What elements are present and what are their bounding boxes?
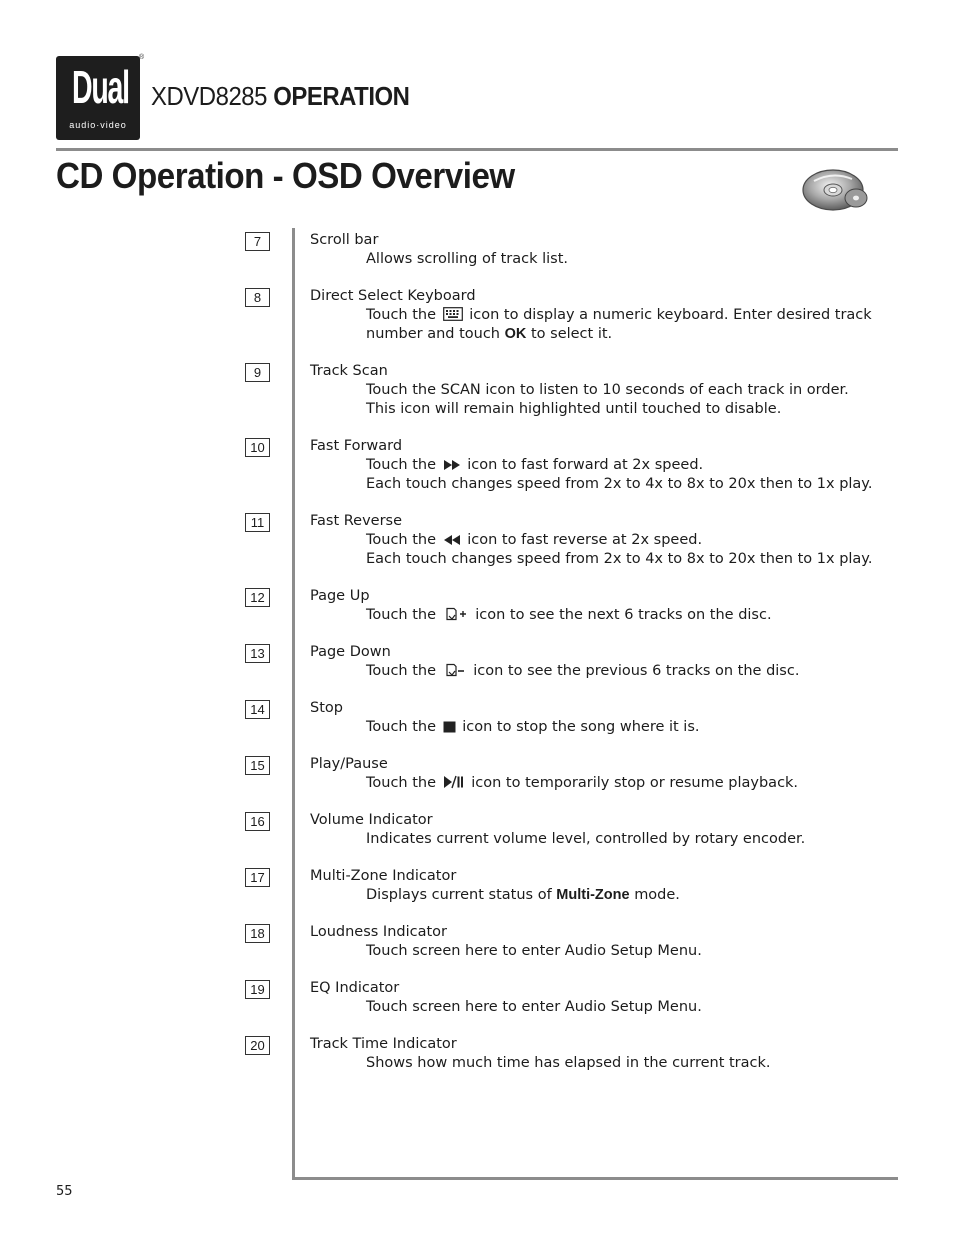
entry-title: Play/Pause	[310, 756, 388, 772]
entry-title: Track Scan	[310, 363, 388, 379]
entry-description	[366, 306, 886, 344]
entry-title: Scroll bar	[310, 232, 379, 248]
entry-description	[366, 886, 886, 905]
keyboard-icon	[443, 307, 463, 321]
item-number: 7	[245, 232, 270, 251]
page-title: CD Operation - OSD Overview	[56, 155, 515, 196]
text-fragment: Touch the	[366, 607, 437, 623]
description-line: Shows how much time has elapsed in the current track.	[366, 1055, 771, 1071]
item-number: 10	[245, 438, 270, 457]
entry-description	[366, 531, 886, 569]
item-number: 14	[245, 700, 270, 719]
text-fragment: Touch the	[366, 307, 437, 323]
text-fragment: icon to fast reverse at 2x speed.	[467, 532, 703, 548]
entry-description	[366, 774, 886, 793]
entry-title: Page Up	[310, 588, 370, 604]
item-number: 9	[245, 363, 270, 382]
text-fragment: icon to temporarily stop or resume playback.	[471, 775, 799, 791]
description-line	[366, 886, 886, 905]
entry-description	[366, 662, 886, 681]
text-fragment: Touch the	[366, 532, 437, 548]
item-number: 19	[245, 980, 270, 999]
text-fragment: Touch the	[366, 775, 437, 791]
entry-description	[366, 606, 886, 625]
entry-title: Track Time Indicator	[310, 1036, 457, 1052]
entry-title: Multi-Zone Indicator	[310, 868, 457, 884]
ok-label: OK	[504, 326, 527, 342]
description-line: Touch the SCAN icon to listen to 10 seconds of each track in order.	[366, 382, 849, 398]
description-line	[366, 325, 886, 344]
text-fragment: icon to see the next 6 tracks on the disc.	[475, 607, 772, 623]
fast-forward-icon	[443, 459, 461, 471]
item-number: 11	[245, 513, 270, 532]
logo-wordmark: Dual	[71, 61, 129, 113]
description-line	[366, 774, 886, 793]
multi-zone-label: Multi-Zone	[556, 887, 630, 903]
item-number: 13	[245, 644, 270, 663]
text-fragment: number and touch	[366, 326, 500, 342]
item-number: 17	[245, 868, 270, 887]
description-line	[366, 531, 886, 550]
entry-title: Loudness Indicator	[310, 924, 447, 940]
text-fragment: Touch the	[366, 457, 437, 473]
description-line: Each touch changes speed from 2x to 4x to 8x to 20x then to 1x play.	[366, 476, 873, 492]
description-line: Indicates current volume level, controlled by rotary encoder.	[366, 831, 806, 847]
model-name: XDVD8285	[151, 81, 267, 111]
play-pause-icon	[443, 775, 465, 789]
text-fragment: icon to see the previous 6 tracks on the disc.	[473, 663, 800, 679]
cd-disc-icon	[800, 165, 870, 215]
entry-title: Direct Select Keyboard	[310, 288, 476, 304]
description-line	[366, 718, 886, 737]
entry-description	[366, 456, 886, 494]
text-fragment: icon to fast forward at 2x speed.	[467, 457, 704, 473]
description-line: Touch screen here to enter Audio Setup Menu.	[366, 943, 702, 959]
page-number: 55	[56, 1184, 73, 1199]
text-fragment: mode.	[634, 887, 680, 903]
dual-logo	[56, 56, 140, 140]
entry-title: EQ Indicator	[310, 980, 400, 996]
description-line: Touch screen here to enter Audio Setup Menu.	[366, 999, 702, 1015]
description-line	[366, 662, 886, 681]
entry-title: Volume Indicator	[310, 812, 433, 828]
entry-title: Fast Reverse	[310, 513, 403, 529]
entry-title: Page Down	[310, 644, 391, 660]
item-number: 16	[245, 812, 270, 831]
description-line	[366, 306, 886, 325]
logo-subtext: audio·video	[69, 120, 127, 130]
item-number: 15	[245, 756, 270, 775]
description-line: Allows scrolling of track list.	[366, 251, 569, 267]
entry-title: Fast Forward	[310, 438, 403, 454]
text-fragment: icon to stop the song where it is.	[462, 719, 700, 735]
bottom-divider	[292, 1177, 898, 1180]
page-up-icon	[443, 607, 469, 621]
description-line	[366, 456, 886, 475]
item-number: 8	[245, 288, 270, 307]
description-line: This icon will remain highlighted until touched to disable.	[366, 401, 782, 417]
entry-description	[366, 718, 886, 737]
entry-description	[366, 998, 886, 1017]
entry-title: Stop	[310, 700, 343, 716]
entry-description	[366, 830, 886, 849]
item-number: 12	[245, 588, 270, 607]
text-fragment: Touch the	[366, 663, 437, 679]
item-number: 20	[245, 1036, 270, 1055]
page-down-icon	[443, 663, 467, 677]
description-line	[366, 606, 886, 625]
item-number: 18	[245, 924, 270, 943]
vertical-divider	[292, 228, 295, 1180]
text-fragment: icon to display a numeric keyboard. Enter desired track	[469, 307, 872, 323]
header-title	[151, 80, 409, 112]
text-fragment: Touch the	[366, 719, 437, 735]
entry-description	[366, 381, 886, 419]
description-line: Each touch changes speed from 2x to 4x to 8x to 20x then to 1x play.	[366, 551, 873, 567]
entry-description	[366, 942, 886, 961]
entry-description	[366, 250, 886, 269]
text-fragment: to select it.	[530, 326, 613, 342]
top-divider	[56, 148, 898, 151]
fast-reverse-icon	[443, 534, 461, 546]
entry-description	[366, 1054, 886, 1073]
section-name: OPERATION	[273, 81, 410, 111]
text-fragment: Displays current status of	[366, 887, 552, 903]
stop-icon	[443, 721, 456, 733]
registered-mark: ®	[139, 54, 145, 61]
